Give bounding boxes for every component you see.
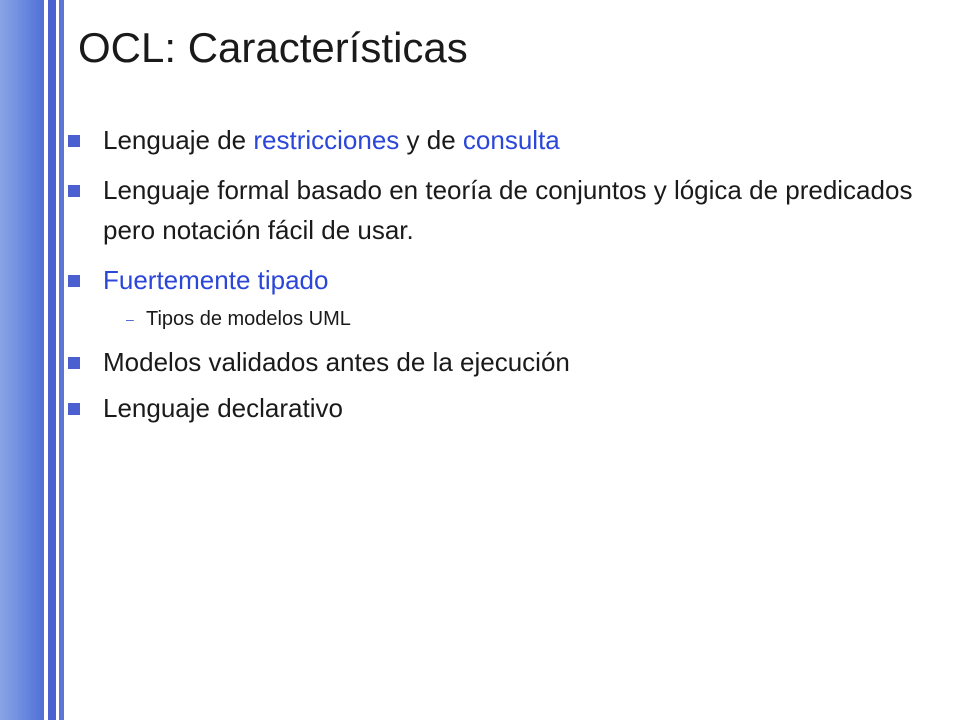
square-bullet-icon [68, 403, 80, 415]
left-divider-line [48, 0, 56, 720]
sub-bullet-text: Tipos de modelos UML [146, 308, 351, 330]
square-bullet-icon [68, 135, 80, 147]
bullet-text: Lenguaje formal basado en teoría de conjuntos y lógica de predicados pero notación fácil de usar. [103, 175, 913, 245]
bullet-text: Lenguaje declarativo [103, 393, 343, 423]
bullet-item [68, 120, 928, 160]
dash-bullet-icon: – [126, 311, 134, 327]
sub-bullet-item [68, 302, 928, 336]
slide-title: OCL: Características [78, 24, 468, 71]
bullet-item [68, 342, 928, 382]
left-divider-line [59, 0, 64, 720]
bullet-text: Lenguaje de restricciones y de consulta [103, 125, 560, 155]
bullet-list [68, 120, 928, 428]
left-decorative-band [0, 0, 44, 720]
bullet-item [68, 388, 928, 428]
bullet-item [68, 260, 928, 300]
square-bullet-icon [68, 275, 80, 287]
square-bullet-icon [68, 357, 80, 369]
bullet-item [68, 170, 928, 250]
highlight-text: restricciones [253, 125, 400, 155]
bullet-text: Fuertemente tipado [103, 265, 329, 295]
bullet-text: Modelos validados antes de la ejecución [103, 347, 570, 377]
square-bullet-icon [68, 185, 80, 197]
highlight-text: consulta [462, 125, 560, 155]
